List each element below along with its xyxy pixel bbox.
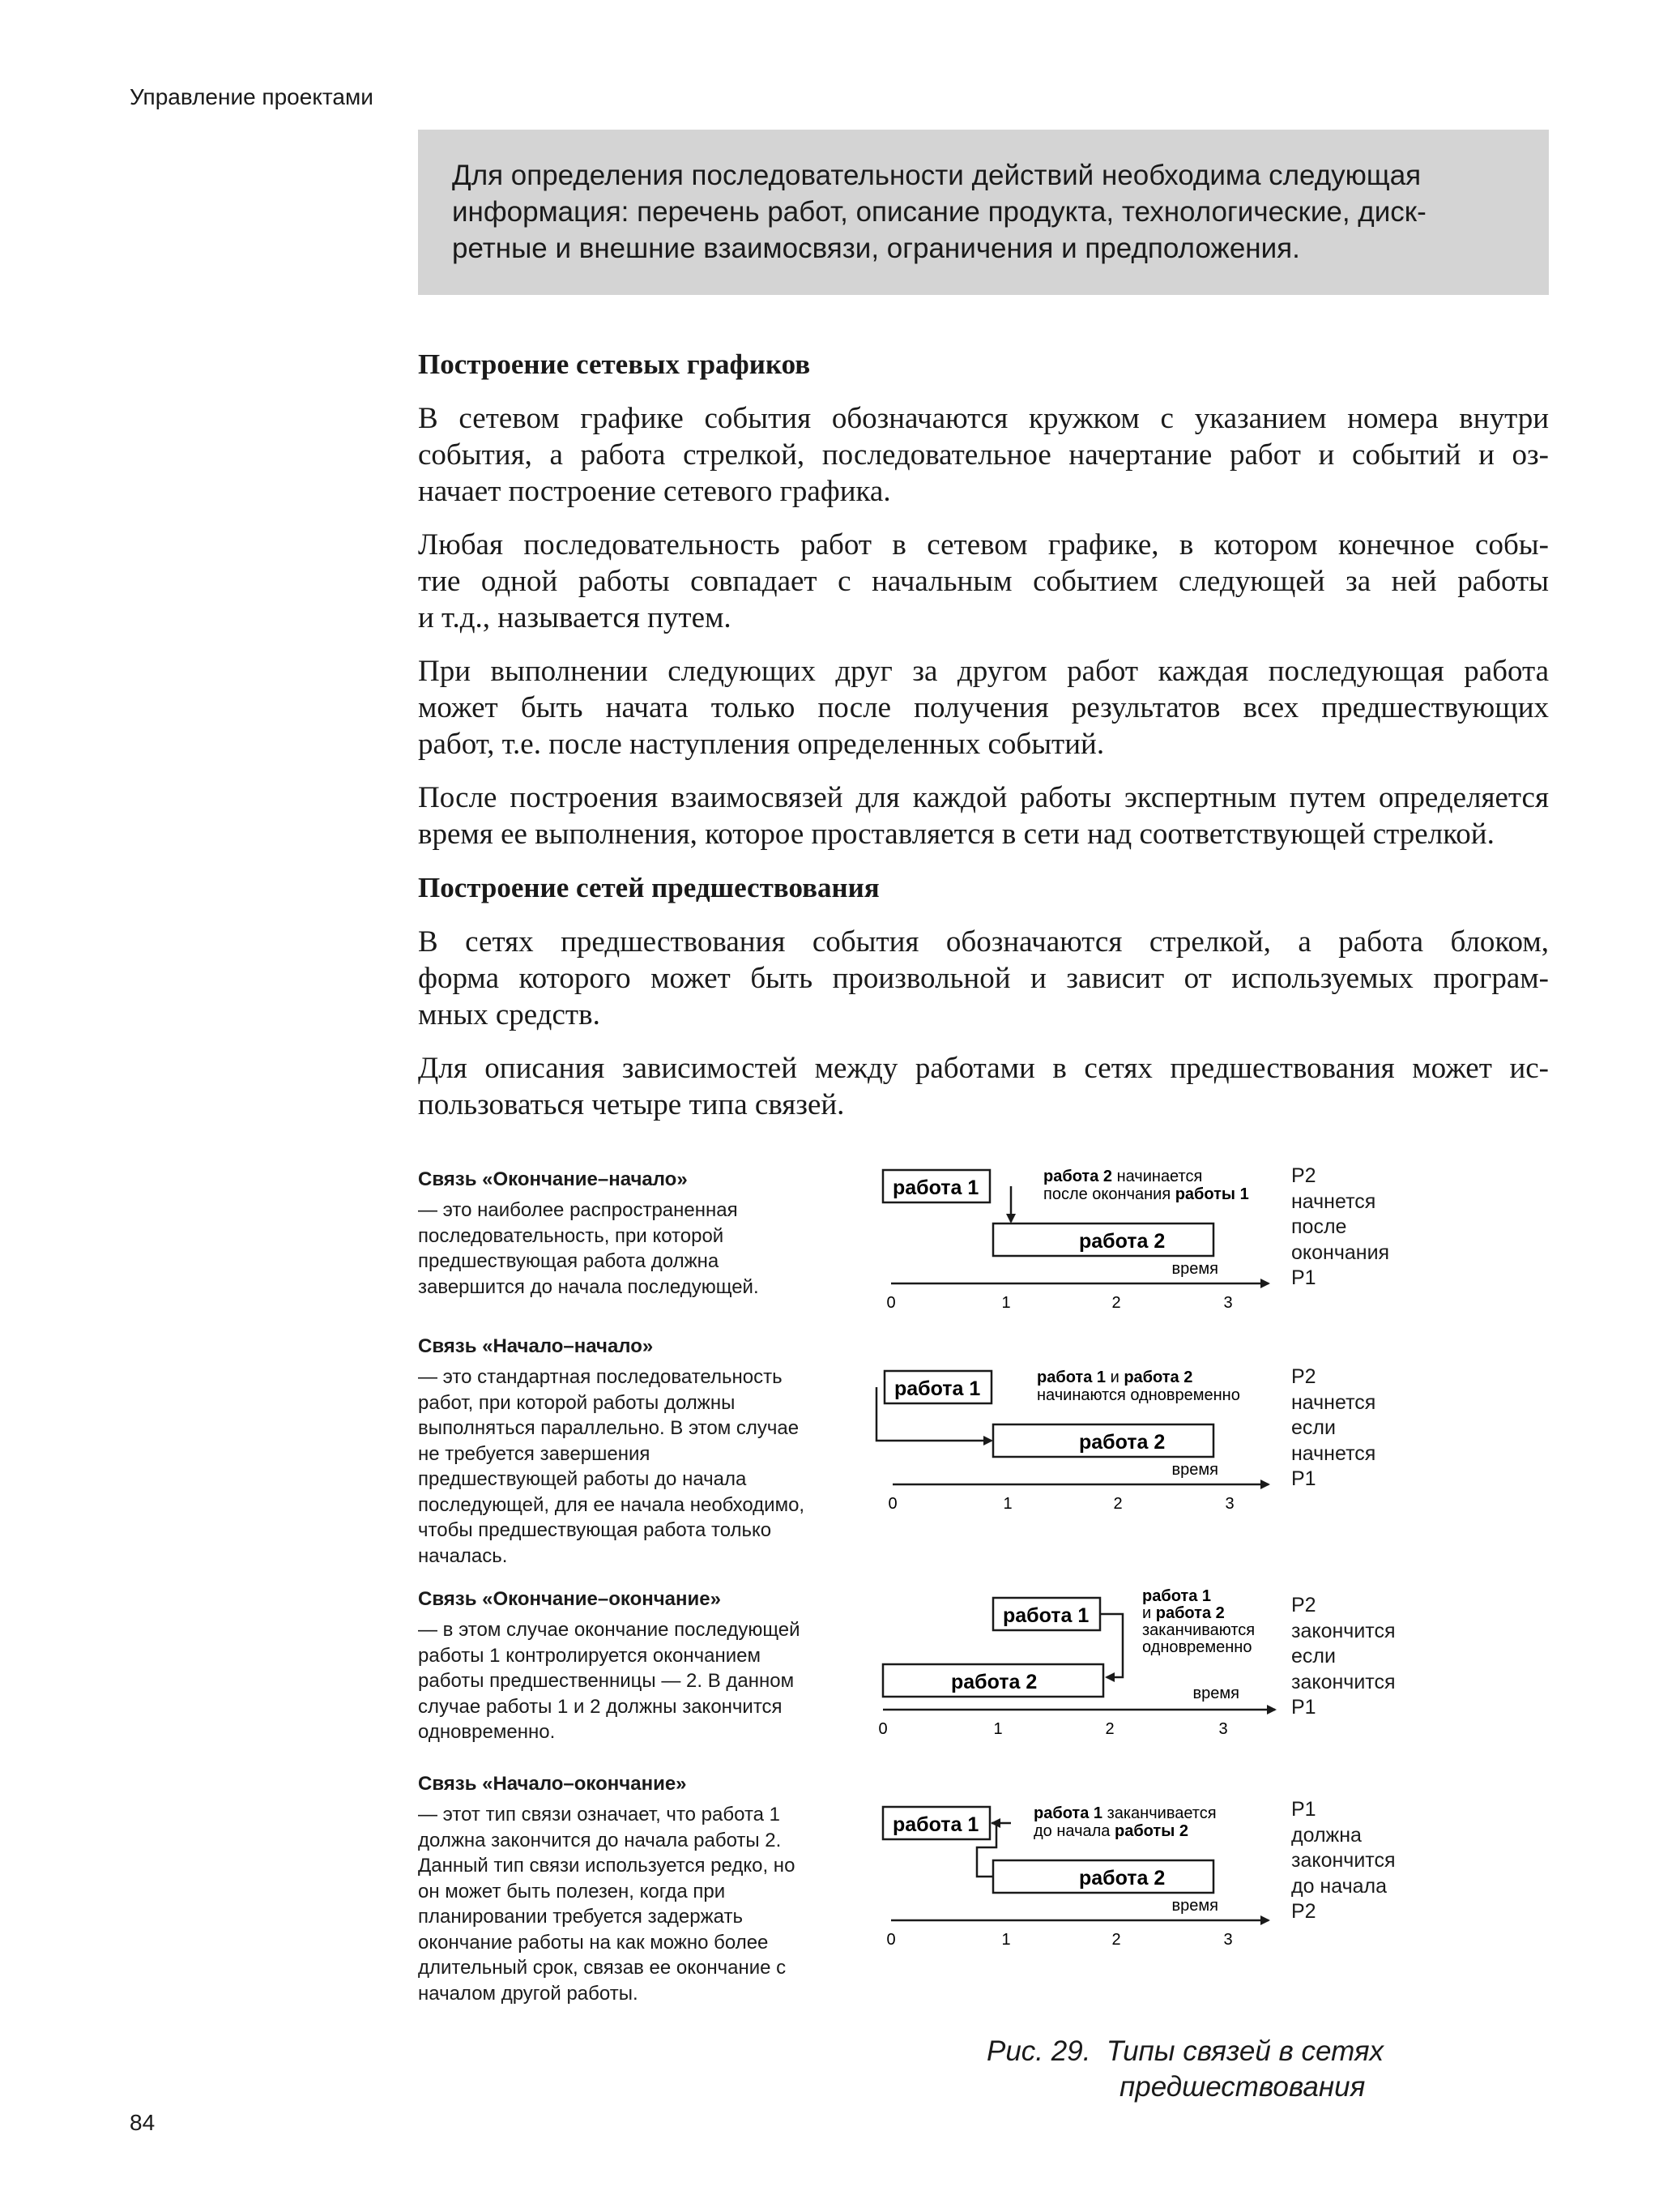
page-number: 84 <box>130 2110 156 2135</box>
relation-text-line: последующей, для ее начала необходимо, <box>418 1493 805 1516</box>
summary-line: P2 <box>1291 1365 1316 1388</box>
text-line: В сетевом графике события обозначаются кружком с указанием номера внутри <box>418 402 1549 435</box>
summary-line: P1 <box>1291 1696 1316 1719</box>
axis-tick: 2 <box>1105 1720 1115 1738</box>
text-line: Любая последовательность работ в сетевом графике, в котором конечное собы- <box>418 528 1549 562</box>
relation-text-line: завершится до начала последующей. <box>418 1275 759 1298</box>
axis-tick: 2 <box>1113 1495 1123 1513</box>
note-text: начинается <box>1112 1168 1203 1185</box>
note-bold: работа 1 <box>1037 1369 1107 1386</box>
relation-text-line: одновременно. <box>418 1721 556 1743</box>
section-heading: Построение сетей предшествования <box>418 872 880 903</box>
text-line: пользоваться четыре типа связей. <box>418 1088 845 1121</box>
note-text: заканчивается <box>1102 1804 1217 1822</box>
paragraph <box>418 1050 1549 1123</box>
axis-tick: 2 <box>1111 1294 1121 1312</box>
note-text: и <box>1106 1369 1124 1386</box>
relation-description <box>418 1167 847 1300</box>
axis-tick: 0 <box>886 1294 896 1312</box>
text-line: и т.д., называется путем. <box>418 601 731 634</box>
section-heading: Построение сетевых графиков <box>418 348 811 380</box>
relation-summary <box>1291 1164 1389 1292</box>
relation-note <box>1037 1369 1240 1404</box>
relation-description <box>418 1334 847 1569</box>
paragraph <box>418 653 1549 762</box>
axis-tick: 0 <box>878 1720 888 1738</box>
note-bold: работа 2 <box>1155 1604 1225 1622</box>
summary-line: до начала <box>1291 1874 1388 1898</box>
work-2-label: работа 2 <box>1079 1230 1166 1253</box>
text-line: В сетях предшествования события обозначаются стрелкой, а работа блоком, <box>418 925 1549 959</box>
callout-line: информация: перечень работ, описание продукта, технологические, диск- <box>452 196 1427 228</box>
relation-note <box>1034 1804 1217 1840</box>
summary-line: если <box>1291 1645 1336 1668</box>
callout-line: ретные и внешние взаимосвязи, ограничения и предположения. <box>452 233 1300 264</box>
relation-description <box>418 1586 847 1745</box>
text-line: Для описания зависимостей между работами в сетях предшествования может ис- <box>418 1052 1549 1085</box>
relation-text-line: — это стандартная последовательность <box>418 1366 783 1388</box>
axis-tick: 3 <box>1223 1931 1233 1949</box>
note-text: до начала <box>1034 1822 1115 1840</box>
summary-line: P2 <box>1291 1900 1316 1923</box>
callout-line: Для определения последовательности действий необходима следующая <box>452 160 1422 191</box>
relation-text-line: должна закончится до начала работы 2. <box>418 1829 782 1851</box>
text-line: работ, т.е. после наступления определенных событий. <box>418 728 1105 761</box>
work-2-label: работа 2 <box>1079 1867 1166 1890</box>
summary-line: если <box>1291 1416 1336 1439</box>
note-bold: работы 1 <box>1175 1185 1249 1203</box>
note-text: одновременно <box>1142 1638 1252 1656</box>
info-callout <box>418 130 1549 295</box>
axis-tick: 1 <box>1001 1931 1011 1949</box>
text-line: мных средств. <box>418 998 600 1031</box>
diagram-svg <box>867 1363 1288 1533</box>
time-label: время <box>1171 1461 1218 1479</box>
relation-text-line: не требуется завершения <box>418 1442 650 1465</box>
relation-title: Связь «Начало–начало» <box>418 1335 654 1357</box>
summary-line: окончания <box>1291 1241 1390 1264</box>
relation-text-line: началом другой работы. <box>418 1982 638 2005</box>
diagram-svg <box>867 1162 1288 1332</box>
work-1-label: работа 1 <box>1003 1604 1090 1627</box>
relation-text-line: Данный тип связи используется редко, но <box>418 1855 795 1877</box>
running-head: Управление проектами <box>130 84 373 109</box>
relation-text-line: работы предшественницы — 2. В данном <box>418 1670 795 1692</box>
summary-line: закончится <box>1291 1849 1396 1872</box>
note-text: заканчиваются <box>1142 1621 1256 1639</box>
relation-text-line: — это наиболее распространенная <box>418 1199 738 1221</box>
note-bold: работа 2 <box>1043 1168 1113 1185</box>
axis-tick: 3 <box>1223 1294 1233 1312</box>
relation-text-line: — этот тип связи означает, что работа 1 <box>418 1804 781 1826</box>
axis-tick: 1 <box>993 1720 1003 1738</box>
diagram-svg <box>867 1799 1288 1969</box>
work-2-label: работа 2 <box>951 1671 1038 1693</box>
axis-tick: 3 <box>1225 1495 1235 1513</box>
axis-tick: 0 <box>888 1495 898 1513</box>
text-line: события, а работа стрелкой, последовательное начертание работ и событий и оз- <box>418 438 1549 472</box>
note-bold: работа 1 <box>1034 1804 1103 1822</box>
relation-summary <box>1291 1593 1396 1721</box>
axis-tick: 3 <box>1218 1720 1228 1738</box>
paragraph <box>418 400 1549 510</box>
figure-caption <box>987 2034 1384 2105</box>
relation-text-line: длительный срок, связав ее окончание с <box>418 1957 787 1979</box>
axis-tick: 0 <box>886 1931 896 1949</box>
axis-tick: 1 <box>1001 1294 1011 1312</box>
summary-line: начнется <box>1291 1441 1376 1465</box>
start-finish-diagram <box>867 1799 1288 1969</box>
relation-text-line: предшествующая работа должна <box>418 1250 719 1272</box>
axis-tick: 1 <box>1003 1495 1013 1513</box>
relation-text-line: работ, при которой работы должны <box>418 1391 736 1414</box>
text-line: форма которого может быть произвольной и зависит от используемых програм- <box>418 962 1549 995</box>
relation-note <box>1142 1587 1255 1656</box>
finish-start-diagram <box>867 1162 1288 1332</box>
summary-line: P1 <box>1291 1467 1316 1490</box>
time-label: время <box>1171 1897 1218 1915</box>
caption-line: предшествования <box>1120 2071 1366 2103</box>
summary-line: закончится <box>1291 1619 1396 1642</box>
relation-text-line: последовательность, при которой <box>418 1224 724 1247</box>
relation-text-line: выполняться параллельно. В этом случае <box>418 1417 800 1439</box>
summary-line: закончится <box>1291 1670 1396 1693</box>
note-text: и <box>1142 1604 1156 1622</box>
relation-text-line: предшествующей работы до начала <box>418 1468 747 1490</box>
relation-title: Связь «Начало–окончание» <box>418 1773 687 1795</box>
work-1-label: работа 1 <box>893 1176 979 1199</box>
relation-summary <box>1291 1797 1396 1925</box>
text-line: После построения взаимосвязей для каждой работы экспертным путем определяется <box>418 781 1549 814</box>
summary-line: после <box>1291 1215 1347 1238</box>
work-2-label: работа 2 <box>1079 1431 1166 1454</box>
note-bold: работа 1 <box>1142 1587 1212 1605</box>
start-start-diagram <box>867 1363 1288 1533</box>
summary-line: P2 <box>1291 1164 1316 1187</box>
relation-text-line: чтобы предшествующая работа только <box>418 1519 772 1541</box>
paragraph <box>418 779 1549 852</box>
relation-title: Связь «Окончание–начало» <box>418 1168 688 1190</box>
relation-text-line: случае работы 1 и 2 должны закончится <box>418 1695 783 1718</box>
note-text: начинаются одновременно <box>1037 1386 1240 1404</box>
paragraph <box>418 924 1549 1033</box>
text-line: начает построение сетевого графика. <box>418 475 891 508</box>
text-line: При выполнении следующих друг за другом работ каждая последующая работа <box>418 655 1549 688</box>
relation-text-line: планировании требуется задержать <box>418 1906 743 1928</box>
note-bold: работа 2 <box>1124 1369 1193 1386</box>
relation-note <box>1043 1168 1249 1203</box>
relation-summary <box>1291 1364 1375 1492</box>
relation-title: Связь «Окончание–окончание» <box>418 1588 721 1610</box>
relation-text-line: окончание работы на как можно более <box>418 1931 769 1954</box>
note-text: после окончания <box>1043 1185 1175 1203</box>
summary-line: начнется <box>1291 1189 1376 1213</box>
relation-text-line: — в этом случае окончание последующей <box>418 1619 800 1641</box>
relation-text-line: работы 1 контролируется окончанием <box>418 1644 761 1667</box>
axis-tick: 2 <box>1111 1931 1121 1949</box>
finish-finish-diagram <box>867 1588 1288 1758</box>
caption-line: Рис. 29. Типы связей в сетях <box>987 2035 1384 2067</box>
text-line: может быть начата только после получения результатов всех предшествующих <box>418 691 1549 724</box>
relation-description <box>418 1771 847 2006</box>
summary-line: начнется <box>1291 1390 1376 1414</box>
note-bold: работы 2 <box>1114 1822 1188 1840</box>
text-line: время ее выполнения, которое проставляется в сети над соответствующей стрелкой. <box>418 818 1495 851</box>
time-label: время <box>1171 1260 1218 1278</box>
text-line: тие одной работы совпадает с начальным событием следующей за ней работы <box>418 565 1549 598</box>
paragraph <box>418 527 1549 636</box>
time-label: время <box>1192 1685 1239 1702</box>
summary-line: P2 <box>1291 1594 1316 1616</box>
diagram-svg <box>867 1588 1288 1758</box>
relation-text-line: началась. <box>418 1544 508 1567</box>
summary-line: P1 <box>1291 1798 1316 1821</box>
work-1-label: работа 1 <box>893 1813 979 1836</box>
summary-line: P1 <box>1291 1266 1316 1289</box>
relation-text-line: он может быть полезен, когда при <box>418 1880 726 1902</box>
summary-line: должна <box>1291 1823 1362 1847</box>
work-1-label: работа 1 <box>894 1377 981 1400</box>
